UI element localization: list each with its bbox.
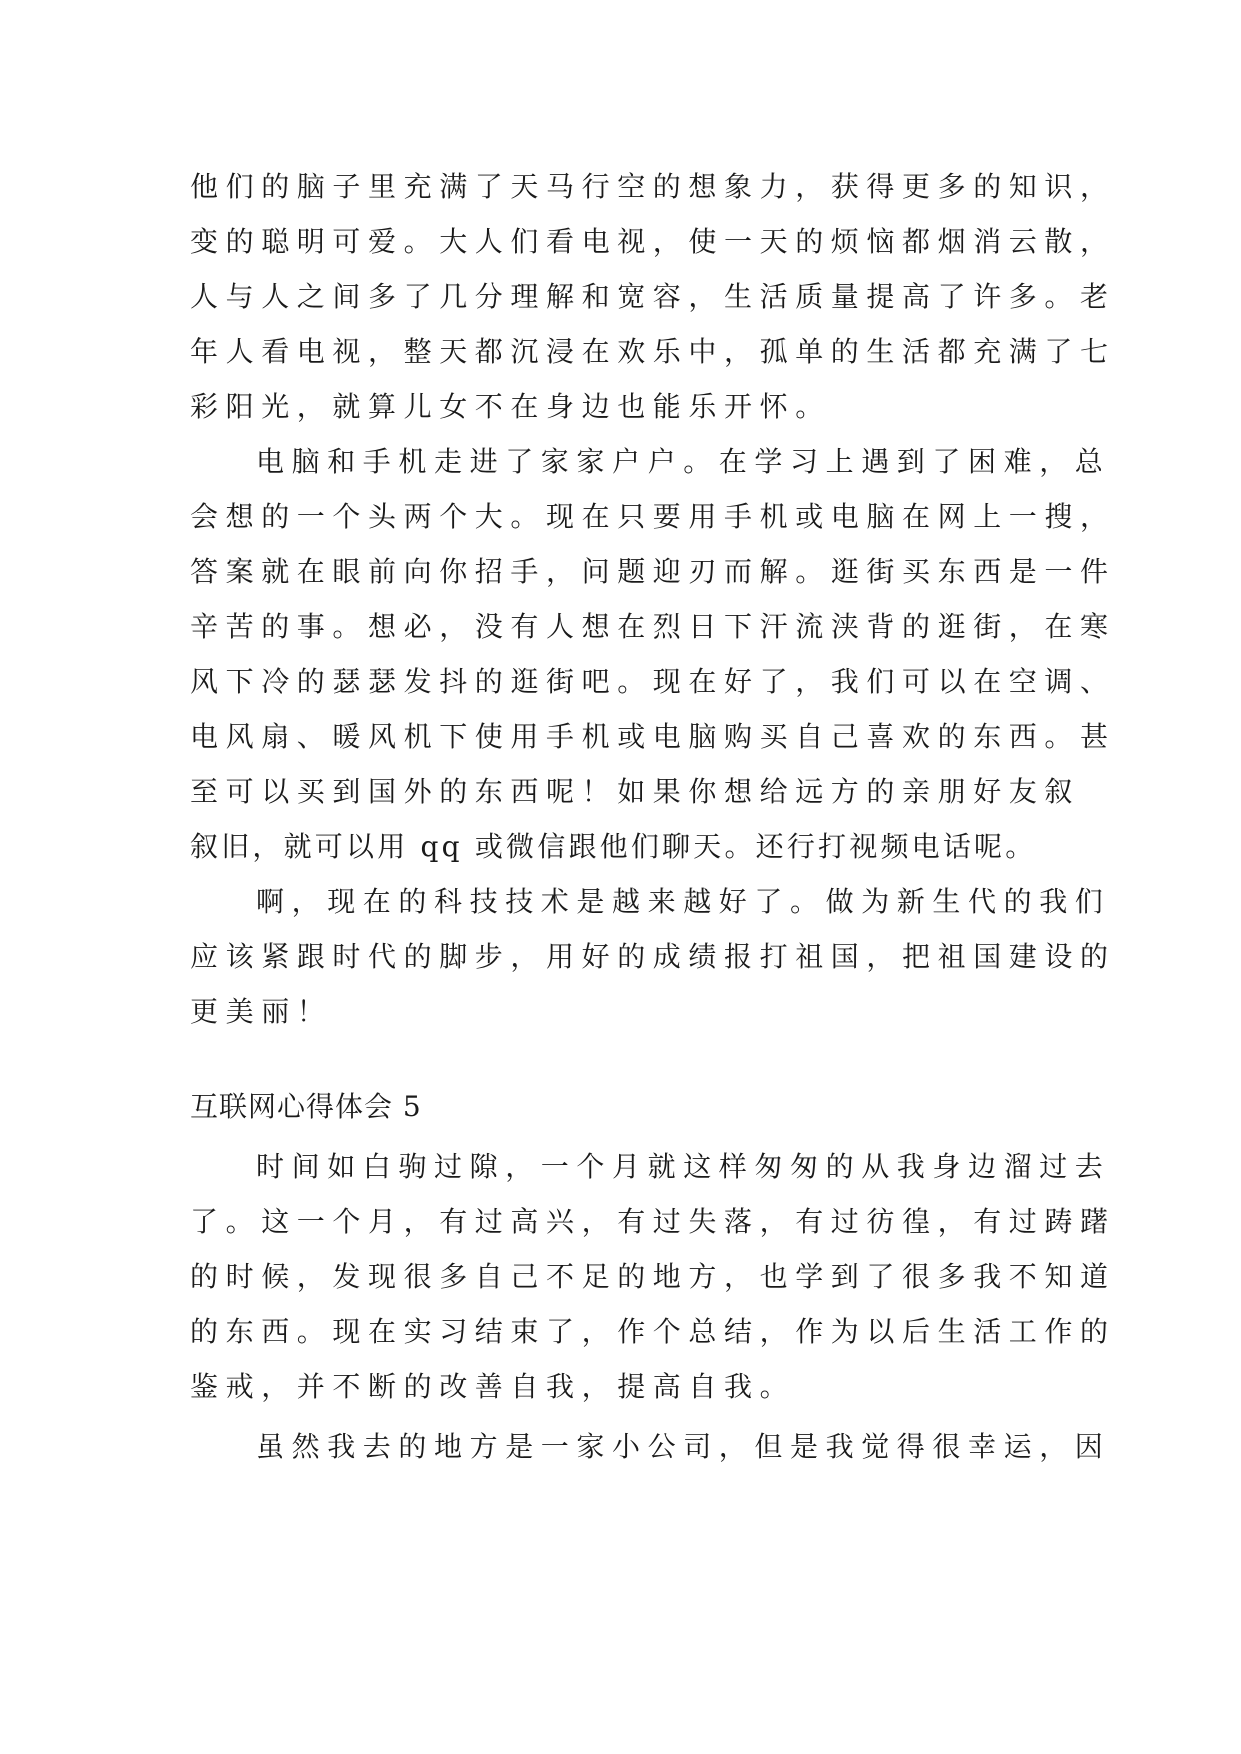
paragraph-line: 风下冷的瑟瑟发抖的逛街吧。现在好了，我们可以在空调、 [190,665,1116,698]
paragraph-line: 辛苦的事。想必，没有人想在烈日下汗流浃背的逛街，在寒 [190,610,1116,643]
paragraph-line: 更美丽！ [190,995,333,1028]
paragraph-line: 彩阳光，就算儿女不在身边也能乐开怀。 [190,390,831,423]
paragraph-line: 鉴戒，并不断的改善自我，提高自我。 [190,1370,796,1403]
paragraph-line: 他们的脑子里充满了天马行空的想象力，获得更多的知识， [190,170,1116,203]
paragraph-line: 年人看电视，整天都沉浸在欢乐中，孤单的生活都充满了七 [190,335,1116,368]
paragraph-line: 虽然我去的地方是一家小公司，但是我觉得很幸运，因 [256,1430,1111,1463]
paragraph-line: 的时候，发现很多自己不足的地方，也学到了很多我不知道 [190,1260,1116,1293]
paragraph-line: 至可以买到国外的东西呢！如果你想给远方的亲朋好友叙 [190,775,1081,808]
paragraph-line: 人与人之间多了几分理解和宽容，生活质量提高了许多。老 [190,280,1116,313]
paragraph-line: 的东西。现在实习结束了，作个总结，作为以后生活工作的 [190,1315,1116,1348]
paragraph-line: 电脑和手机走进了家家户户。在学习上遇到了困难，总 [256,445,1111,478]
paragraph-line: 叙旧，就可以用 qq 或微信跟他们聊天。还行打视频电话呢。 [190,830,1037,863]
paragraph-line: 电风扇、暖风机下使用手机或电脑购买自己喜欢的东西。甚 [190,720,1116,753]
paragraph-line: 了。这一个月，有过高兴，有过失落，有过彷徨，有过踌躇 [190,1205,1116,1238]
paragraph-line: 时间如白驹过隙，一个月就这样匆匆的从我身边溜过去 [256,1150,1111,1183]
paragraph-line: 应该紧跟时代的脚步，用好的成绩报打祖国，把祖国建设的 [190,940,1116,973]
paragraph-line: 会想的一个头两个大。现在只要用手机或电脑在网上一搜， [190,500,1116,533]
paragraph-line: 啊，现在的科技技术是越来越好了。做为新生代的我们 [256,885,1111,918]
paragraph-line: 变的聪明可爱。大人们看电视，使一天的烦恼都烟消云散， [190,225,1116,258]
paragraph-line: 答案就在眼前向你招手，问题迎刃而解。逛街买东西是一件 [190,555,1116,588]
section-heading: 互联网心得体会 5 [190,1090,422,1123]
